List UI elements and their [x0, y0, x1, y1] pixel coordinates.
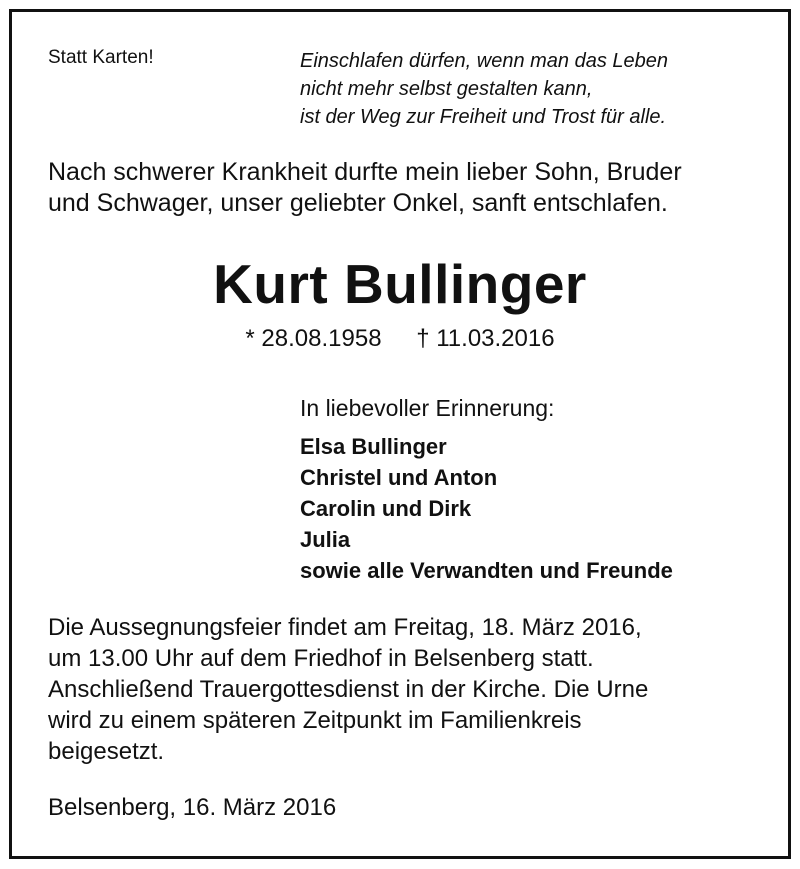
service-line: Die Aussegnungsfeier findet am Freitag, 18. März 2016, [48, 614, 642, 641]
intro-text [48, 157, 682, 219]
life-dates [12, 325, 788, 353]
memory-heading: In liebevoller Erinnerung: [300, 395, 555, 421]
statt-karten-label: Statt Karten! [48, 47, 154, 68]
intro-line: Nach schwerer Krankheit durfte mein lieber Sohn, Bruder [48, 158, 682, 186]
service-line: um 13.00 Uhr auf dem Friedhof in Belsenberg statt. [48, 645, 594, 672]
motto-line: ist der Weg zur Freiheit und Trost für alle. [300, 106, 667, 128]
birth-date: * 28.08.1958 [245, 325, 382, 352]
obituary-frame [9, 9, 791, 859]
place-date-closing: Belsenberg, 16. März 2016 [48, 794, 337, 821]
motto-line: nicht mehr selbst gestalten kann, [300, 78, 593, 100]
motto-quote [300, 47, 668, 131]
service-line: wird zu einem späteren Zeitpunkt im Familienkreis [48, 707, 582, 734]
mourners-list [300, 431, 673, 586]
motto-line: Einschlafen dürfen, wenn man das Leben [300, 50, 669, 72]
intro-line: und Schwager, unser geliebter Onkel, sanft entschlafen. [48, 189, 668, 217]
service-info [48, 612, 648, 767]
mourner-item: Christel und Anton [300, 465, 498, 490]
death-date: † 11.03.2016 [416, 325, 555, 352]
service-line: beigesetzt. [48, 738, 165, 765]
mourner-item: Julia [300, 527, 351, 552]
mourner-item: sowie alle Verwandten und Freunde [300, 558, 673, 583]
mourner-item: Elsa Bullinger [300, 434, 447, 459]
mourner-item: Carolin und Dirk [300, 496, 472, 521]
deceased-name: Kurt Bullinger [213, 253, 587, 315]
service-line: Anschließend Trauergottesdienst in der Kirche. Die Urne [48, 676, 649, 703]
